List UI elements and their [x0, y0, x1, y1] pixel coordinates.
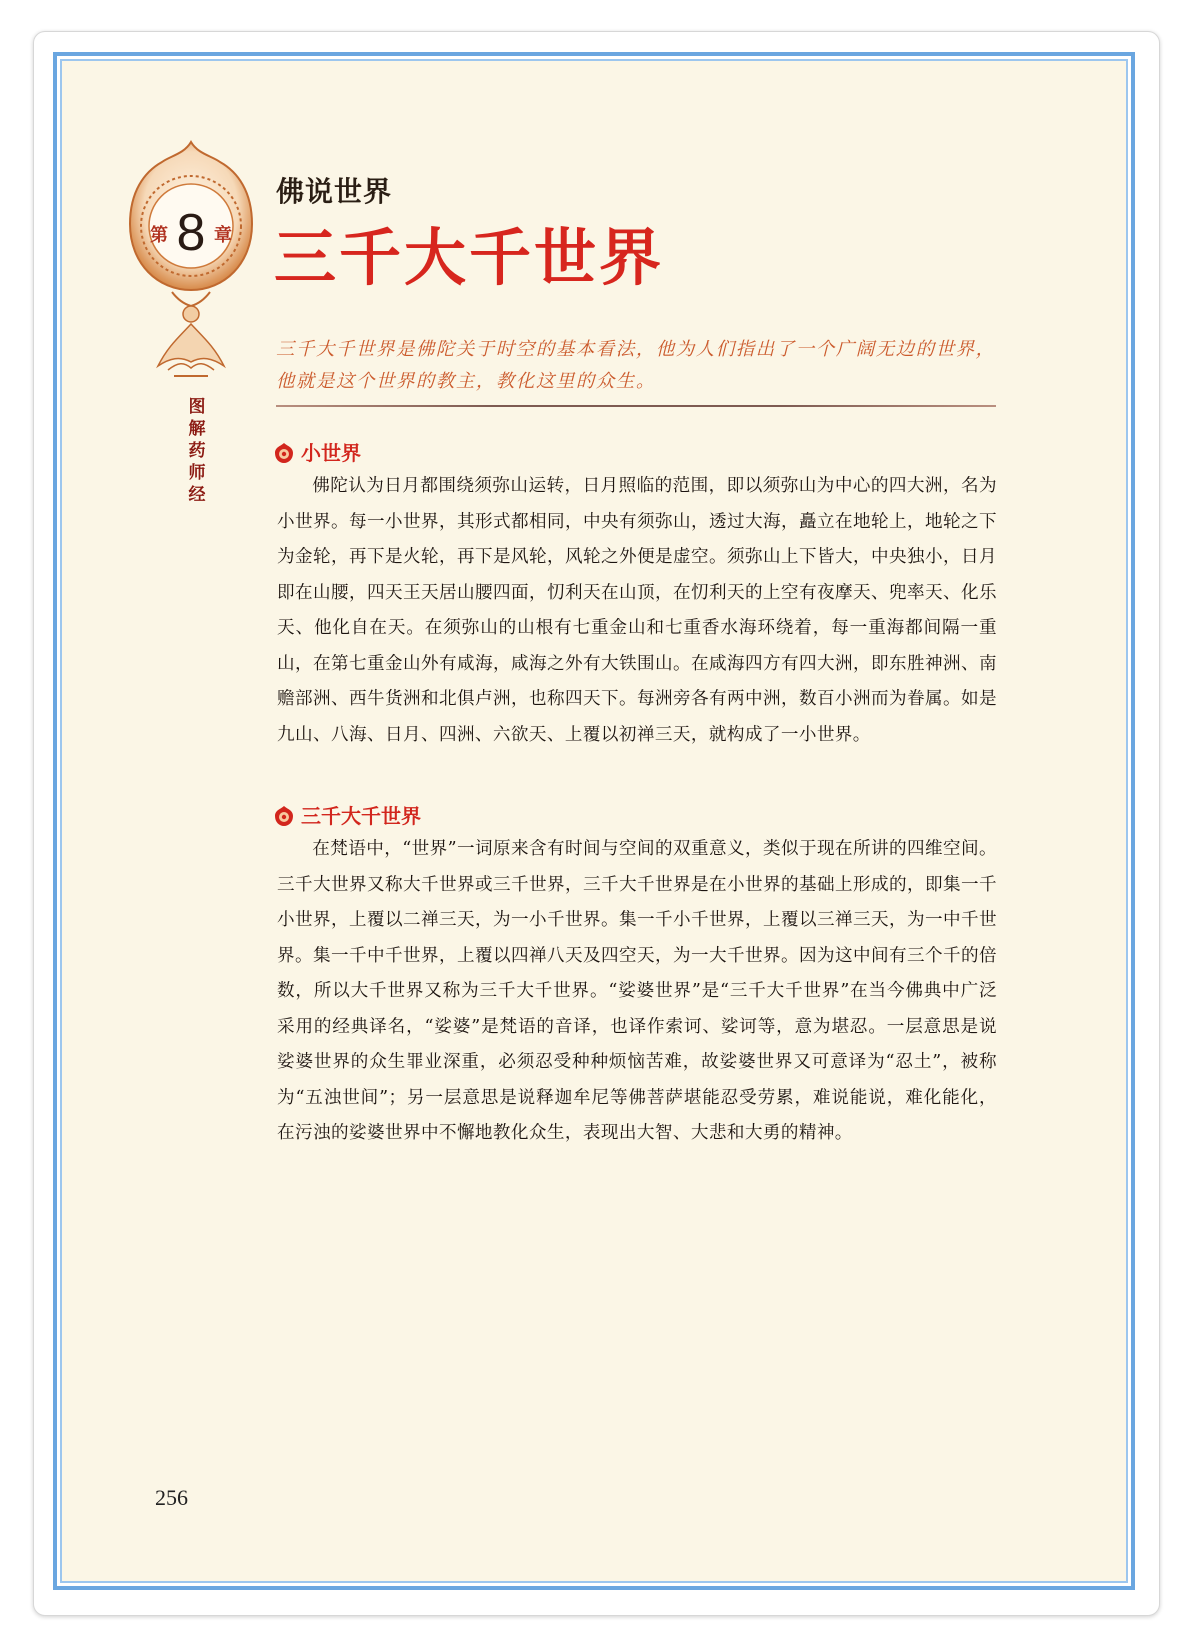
book-title-vertical	[185, 396, 209, 506]
book-title-char: 师	[188, 463, 206, 483]
section-heading-three-thousand-worlds	[273, 803, 421, 829]
section-body-three-thousand-worlds: 在梵语中，“世界”一词原来含有时间与空间的双重意义，类似于现在所讲的四维空间。三千大世界又称大千世界或三千世界，三千大千世界是在小世界的基础上形成的，即集一千小世界，上覆以二禅三天，为一小千世界。集一千小千世界，上覆以三禅三天，为一中千世界。集一千中千世界，上覆以四禅八天及四空天，为一大千世界。因为这中间有三个千的倍数，所以大千世界又称为三千大千世界。“娑婆世界”是“三千大千世界”在当今佛典中广泛采用的经典译名，“娑婆”是梵语的音译，也译作索诃、娑诃等，意为堪忍。一层意思是说娑婆世界的众生罪业深重，必须忍受种种烦恼苦难，故娑婆世界又可意译为“忍土”，被称为“五浊世间”；另一层意思是说释迦牟尼等佛菩萨堪能忍受劳累，难说能说，难化能化，在污浊的娑婆世界中不懈地教化众生，表现出大智、大悲和大勇的精神。	[277, 839, 997, 1143]
chapter-medallion	[128, 140, 254, 380]
book-title-char: 解	[188, 419, 206, 439]
lotus-icon	[158, 324, 224, 366]
part-title: 佛说世界	[276, 175, 393, 208]
page-number: 256	[155, 1485, 188, 1510]
section-bullet-icon	[273, 442, 295, 464]
section-heading-label: 小世界	[301, 441, 361, 465]
book-title-char: 图	[188, 397, 206, 417]
chapter-number: 8	[176, 204, 206, 262]
chapter-intro: 三千大千世界是佛陀关于时空的基本看法，他为人们指出了一个广阔无边的世界，他就是这个世界的教主，教化这里的众生。	[276, 339, 996, 392]
section-body-small-world: 佛陀认为日月都围绕须弥山运转，日月照临的范围，即以须弥山为中心的四大洲，名为小世界。每一小世界，其形式都相同，中央有须弥山，透过大海，矗立在地轮上，地轮之下为金轮，再下是火轮，再下是风轮，风轮之外便是虚空。须弥山上下皆大，中央独小，日月即在山腰，四天王天居山腰四面，忉利天在山顶，在忉利天的上空有夜摩天、兜率天、化乐天、他化自在天。在须弥山的山根有七重金山和七重香水海环绕着，每一重海都间隔一重山，在第七重金山外有咸海，咸海之外有大铁围山。在咸海四方有四大洲，即东胜神洲、南赡部洲、西牛货洲和北俱卢洲，也称四天下。每洲旁各有两中洲，数百小洲而为眷属。如是九山、八海、日月、四洲、六欲天、上覆以初禅三天，就构成了一小世界。	[277, 476, 997, 745]
intro-divider	[276, 405, 996, 407]
section-heading-small-world	[273, 440, 361, 466]
section-bullet-icon	[273, 805, 295, 827]
section-heading-label: 三千大千世界	[301, 804, 421, 828]
chapter-title: 三千大千世界	[274, 221, 665, 294]
chapter-prefix: 第	[150, 225, 168, 246]
book-title-char: 药	[188, 441, 206, 461]
chapter-suffix: 章	[214, 225, 232, 246]
book-title-char: 经	[188, 485, 206, 505]
